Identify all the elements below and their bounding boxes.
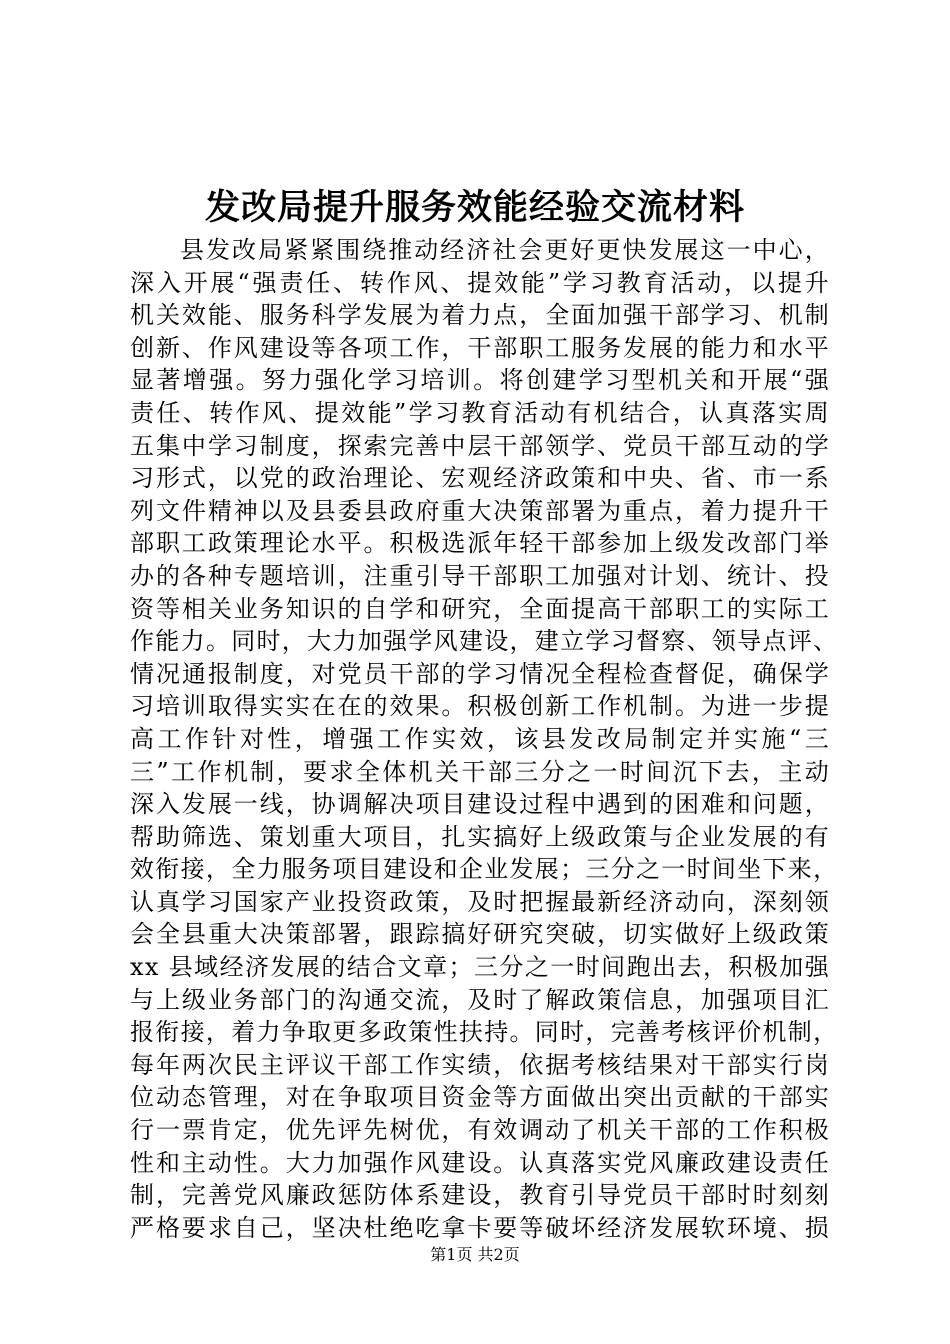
body-line: 部职工政策理论水平。积极选派年轻干部参加上级发改部门举 — [130, 529, 830, 558]
document-body — [130, 234, 839, 1244]
body-line: 高工作针对性，增强工作实效，该县发改局制定并实施“三 — [130, 724, 830, 753]
body-line: 资等相关业务知识的自学和研究，全面提高干部职工的实际工 — [130, 594, 830, 623]
body-line: 办的各种专题培训，注重引导干部职工加强对计划、统计、投 — [130, 561, 830, 590]
body-line: 县发改局紧紧围绕推动经济社会更好更快发展这一中心， — [180, 236, 830, 264]
body-line: 报衔接，着力争取更多政策性扶持。同时，完善考核评价机制， — [130, 1018, 839, 1047]
body-line: 机关效能、服务科学发展为着力点，全面加强干部学习、机制 — [130, 301, 830, 330]
body-line: 习形式，以党的政治理论、宏观经济政策和中央、省、市一系 — [130, 464, 830, 493]
body-line: 会全县重大决策部署，跟踪搞好研究突破，切实做好上级政策 — [130, 920, 830, 949]
body-line: 作能力。同时，大力加强学风建设，建立学习督察、领导点评、 — [130, 627, 839, 656]
body-line: xx 县域经济发展的结合文章；三分之一时间跑出去，积极加强 — [130, 953, 830, 982]
body-line: 帮助筛选、策划重大项目，扎实搞好上级政策与企业发展的有 — [130, 822, 830, 851]
body-line: 深入开展“强责任、转作风、提效能”学习教育活动，以提升 — [130, 268, 830, 297]
body-line: 列文件精神以及县委县政府重大决策部署为重点，着力提升干 — [130, 496, 830, 525]
body-line: 效衔接，全力服务项目建设和企业发展；三分之一时间坐下来， — [130, 855, 839, 884]
body-line: 五集中学习制度，探索完善中层干部领学、党员干部互动的学 — [130, 431, 830, 460]
body-line: 制，完善党风廉政惩防体系建设，教育引导党员干部时时刻刻 — [130, 1181, 830, 1210]
document-title: 发改局提升服务效能经验交流材料 — [204, 187, 745, 228]
body-line: 每年两次民主评议干部工作实绩，依据考核结果对干部实行岗 — [130, 1050, 830, 1079]
body-line: 与上级业务部门的沟通交流，及时了解政策信息，加强项目汇 — [130, 985, 830, 1014]
body-line: 深入发展一线，协调解决项目建设过程中遇到的困难和问题， — [130, 790, 830, 819]
body-line: 责任、转作风、提效能”学习教育活动有机结合，认真落实周 — [130, 398, 830, 427]
body-line: 认真学习国家产业投资政策，及时把握最新经济动向，深刻领 — [130, 887, 830, 916]
body-line: 严格要求自己，坚决杜绝吃拿卡要等破坏经济发展软环境、损 — [130, 1213, 830, 1242]
body-line: 三”工作机制，要求全体机关干部三分之一时间沉下去，主动 — [130, 757, 830, 786]
page-number-footer: 第1页 共2页 — [430, 1245, 520, 1264]
body-line: 创新、作风建设等各项工作，干部职工服务发展的能力和水平 — [130, 333, 830, 362]
body-line: 位动态管理，对在争取项目资金等方面做出突出贡献的干部实 — [130, 1083, 830, 1112]
body-line: 习培训取得实实在在的效果。积极创新工作机制。为进一步提 — [130, 692, 830, 721]
body-line: 性和主动性。大力加强作风建设。认真落实党风廉政建设责任 — [130, 1148, 830, 1177]
body-line: 情况通报制度，对党员干部的学习情况全程检查督促，确保学 — [130, 659, 830, 688]
body-line: 显著增强。努力强化学习培训。将创建学习型机关和开展“强 — [130, 366, 830, 395]
body-line: 行一票肯定，优先评先树优，有效调动了机关干部的工作积极 — [130, 1116, 830, 1145]
